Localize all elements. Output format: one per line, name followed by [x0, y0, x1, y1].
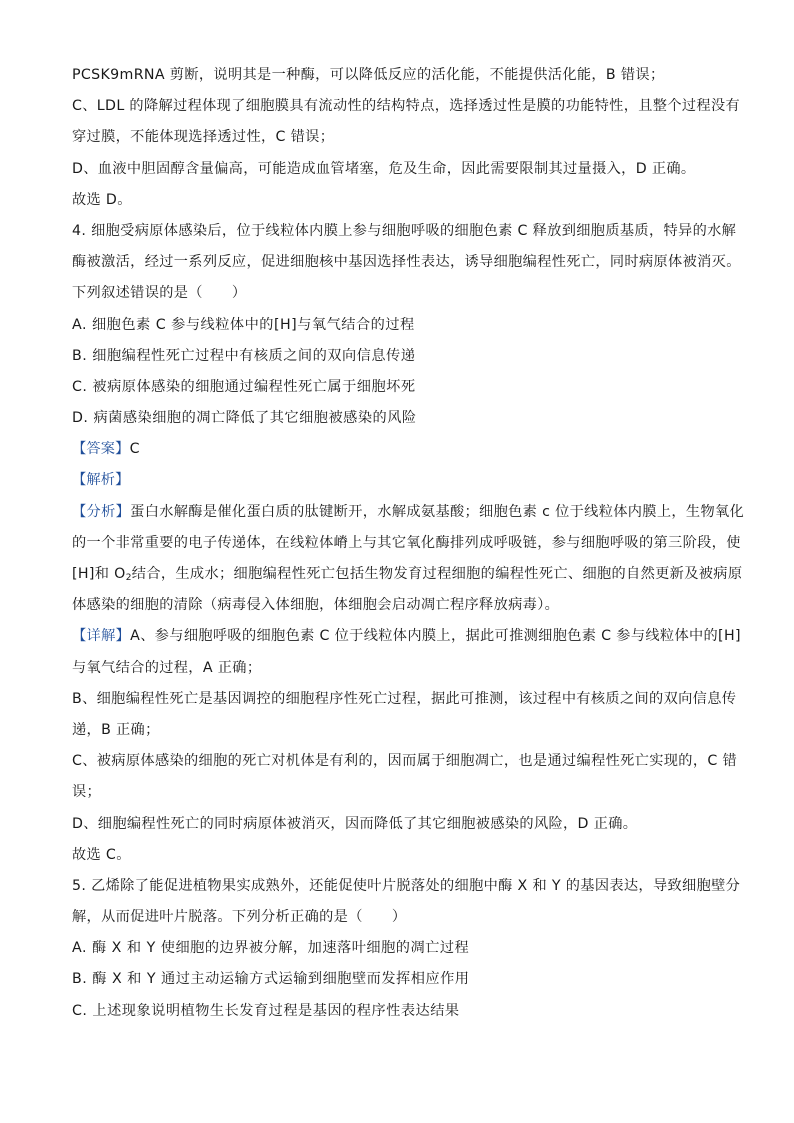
fenxi-line-1 [72, 497, 745, 528]
text-line: 酶被激活，经过一系列反应，促进细胞核中基因选择性表达，诱导细胞编程性死亡，同时病原体被消灭。 [72, 254, 741, 271]
fenxi-line-2: 的一个非常重要的电子传递体，在线粒体嵴上与其它氧化酶排列成呼吸链，参与细胞呼吸的第三阶段，使 [72, 534, 741, 551]
xiangjie-line-1 [72, 621, 741, 652]
answer-tag: 【答案】 [72, 441, 130, 458]
text-line: C、被病原体感染的细胞的死亡对机体是有利的，因而属于细胞凋亡，也是通过编程性死亡实现的，C 错 [72, 753, 738, 770]
question-4-stem: 4. 细胞受病原体感染后，位于线粒体内膜上参与细胞呼吸的细胞色素 C 释放到细胞质基质，特异的水解 [72, 222, 737, 239]
text-line: 故选 C。 [72, 846, 131, 863]
xiangjie-tag: 【详解】 [72, 628, 131, 645]
text-line: D、血液中胆固醇含量偏高，可能造成血管堵塞，危及生命，因此需要限制其过量摄入，D 正确。 [72, 160, 696, 177]
option-b: B. 细胞编程性死亡过程中有核质之间的双向信息传递 [72, 347, 416, 364]
text-line: 穿过膜，不能体现选择透过性，C 错误； [72, 129, 335, 146]
fenxi-tag: 【分析】 [72, 503, 131, 520]
text-line: B、细胞编程性死亡是基因调控的细胞程序性死亡过程，据此可推测，该过程中有核质之间的双向信息传 [72, 690, 737, 707]
option-c: C. 上述现象说明植物生长发育过程是基因的程序性表达结果 [72, 1002, 460, 1019]
text-line: 下列叙述错误的是（ ） [72, 285, 247, 302]
answer-line [72, 434, 728, 465]
text-line: 与氧气结合的过程，A 正确； [72, 659, 262, 676]
option-d: D. 病菌感染细胞的凋亡降低了其它细胞被感染的风险 [72, 410, 417, 427]
fenxi-line-3: [H]和 $O_2$结合，生成水；细胞编程性死亡包括生物发育过程细胞的编程性死亡、细胞的自然更新及被病原 [72, 566, 743, 583]
document-page [72, 60, 745, 1027]
option-a: A. 酶 X 和 Y 使细胞的边界被分解，加速落叶细胞的凋亡过程 [72, 940, 470, 957]
text-line: 解，从而促进叶片脱落。下列分析正确的是（ ） [72, 909, 407, 926]
option-c: C. 被病原体感染的细胞通过编程性死亡属于细胞坏死 [72, 378, 416, 395]
xiangjie-text: A、参与细胞呼吸的细胞色素 C 位于线粒体内膜上，据此可推测细胞色素 C 参与线粒体中的[H] [130, 628, 741, 645]
text-line: 递，B 正确； [72, 721, 160, 738]
text-line: C、LDL 的降解过程体现了细胞膜具有流动性的结构特点，选择透过性是膜的功能特性，且整个过程没有 [72, 98, 741, 115]
text-line: 误； [72, 784, 102, 801]
option-b: B. 酶 X 和 Y 通过主动运输方式运输到细胞壁而发挥相应作用 [72, 971, 470, 988]
analysis-line [72, 465, 728, 496]
analysis-tag: 【解析】 [72, 472, 130, 489]
answer-value: C [129, 441, 140, 458]
fenxi-text: 蛋白水解酶是催化蛋白质的肽键断开，水解成氨基酸；细胞色素 c 位于线粒体内膜上，生物氧化 [130, 503, 745, 520]
fenxi-line-4: 体感染的细胞的清除（病毒侵入体细胞，体细胞会启动凋亡程序释放病毒）。 [72, 597, 560, 614]
question-5-stem: 5. 乙烯除了能促进植物果实成熟外，还能促使叶片脱落处的细胞中酶 X 和 Y 的基因表达，导致细胞壁分 [72, 877, 741, 894]
text-line: D、细胞编程性死亡的同时病原体被消灭，因而降低了其它细胞被感染的风险，D 正确。 [72, 815, 638, 832]
text-line: 故选 D。 [72, 191, 132, 208]
subscript-2: 2 [125, 573, 132, 583]
option-a: A. 细胞色素 C 参与线粒体中的[H]与氧气结合的过程 [72, 316, 415, 333]
text-line: PCSK9mRNA 剪断，说明其是一种酶，可以降低反应的活化能，不能提供活化能，B 错误； [72, 67, 665, 83]
